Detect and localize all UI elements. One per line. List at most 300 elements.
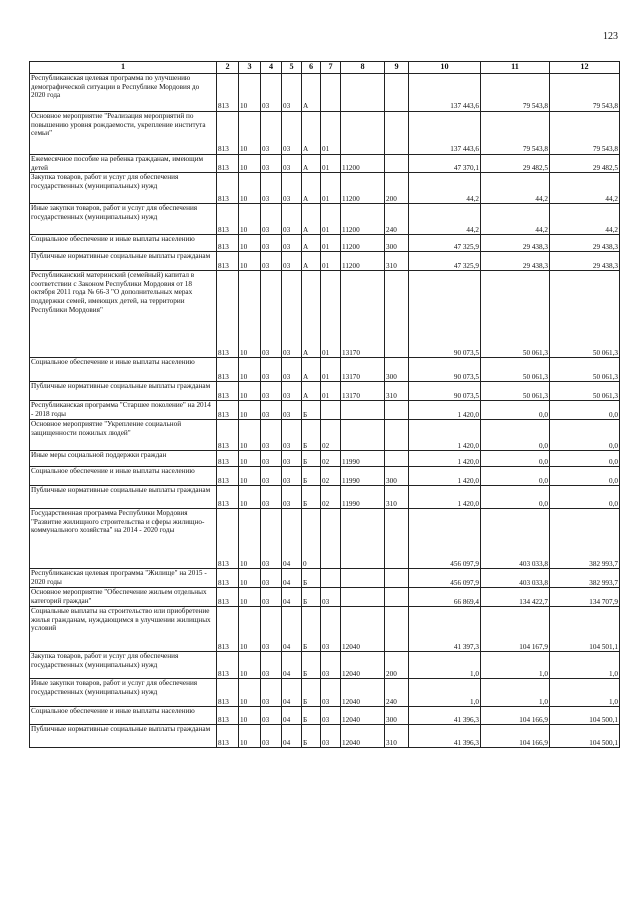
expense-type-code xyxy=(385,271,409,358)
section-code: 10 xyxy=(239,679,261,707)
table-body xyxy=(30,74,620,748)
chief-admin-code: 813 xyxy=(217,112,239,155)
chief-admin-code: 813 xyxy=(217,420,239,451)
table-row xyxy=(30,112,620,155)
program-code: 04 xyxy=(282,652,302,679)
subprogram-code: А xyxy=(302,235,321,252)
column-header: 9 xyxy=(385,62,409,74)
row-name: Основное мероприятие "Укрепление социальной защищенности пожилых людей" xyxy=(30,420,217,451)
direction-code xyxy=(341,588,385,607)
subsection-code: 03 xyxy=(261,451,282,467)
direction-code xyxy=(341,401,385,420)
program-code: 04 xyxy=(282,607,302,652)
program-code: 03 xyxy=(282,401,302,420)
event-code: 02 xyxy=(321,420,341,451)
subsection-code: 03 xyxy=(261,588,282,607)
row-name: Закупка товаров, работ и услуг для обеспечения государственных (муниципальных) нужд xyxy=(30,173,217,204)
event-code xyxy=(321,401,341,420)
row-name: Публичные нормативные социальные выплаты гражданам xyxy=(30,382,217,401)
row-name: Республиканская программа "Старшее поколение" на 2014 - 2018 годы xyxy=(30,401,217,420)
column-header: 10 xyxy=(409,62,481,74)
section-code: 10 xyxy=(239,509,261,569)
table-row xyxy=(30,252,620,271)
amount-col10: 1 420,0 xyxy=(409,486,481,509)
program-code: 04 xyxy=(282,679,302,707)
table-row xyxy=(30,235,620,252)
chief-admin-code: 813 xyxy=(217,382,239,401)
table-row xyxy=(30,382,620,401)
amount-col11: 0,0 xyxy=(481,420,550,451)
amount-col11: 50 061,3 xyxy=(481,271,550,358)
section-code: 10 xyxy=(239,271,261,358)
amount-col12: 44,2 xyxy=(550,204,620,235)
expense-type-code xyxy=(385,112,409,155)
event-code: 01 xyxy=(321,235,341,252)
amount-col12: 134 707,9 xyxy=(550,588,620,607)
direction-code: 11200 xyxy=(341,252,385,271)
header-row xyxy=(30,62,620,74)
row-name: Социальное обеспечение и иные выплаты населению xyxy=(30,235,217,252)
amount-col12: 104 501,1 xyxy=(550,607,620,652)
chief-admin-code: 813 xyxy=(217,204,239,235)
expense-type-code xyxy=(385,451,409,467)
program-code: 04 xyxy=(282,509,302,569)
direction-code xyxy=(341,509,385,569)
row-name: Закупка товаров, работ и услуг для обеспечения государственных (муниципальных) нужд xyxy=(30,652,217,679)
section-code: 10 xyxy=(239,451,261,467)
expense-type-code: 240 xyxy=(385,204,409,235)
program-code: 03 xyxy=(282,467,302,486)
amount-col12: 50 061,3 xyxy=(550,382,620,401)
table-row xyxy=(30,271,620,358)
column-header: 4 xyxy=(261,62,282,74)
direction-code xyxy=(341,420,385,451)
table-row xyxy=(30,467,620,486)
subsection-code: 03 xyxy=(261,112,282,155)
amount-col12: 104 500,1 xyxy=(550,725,620,748)
amount-col10: 47 325,9 xyxy=(409,252,481,271)
amount-col10: 90 073,5 xyxy=(409,271,481,358)
event-code: 03 xyxy=(321,652,341,679)
amount-col11: 0,0 xyxy=(481,486,550,509)
direction-code: 12040 xyxy=(341,707,385,725)
program-code: 03 xyxy=(282,155,302,173)
subsection-code: 03 xyxy=(261,707,282,725)
section-code: 10 xyxy=(239,607,261,652)
program-code: 03 xyxy=(282,271,302,358)
amount-col10: 137 443,6 xyxy=(409,74,481,112)
subprogram-code: Б xyxy=(302,401,321,420)
amount-col11: 134 422,7 xyxy=(481,588,550,607)
subprogram-code: Б xyxy=(302,725,321,748)
amount-col12: 0,0 xyxy=(550,401,620,420)
subsection-code: 03 xyxy=(261,173,282,204)
table-row xyxy=(30,679,620,707)
program-code: 04 xyxy=(282,569,302,588)
column-header: 2 xyxy=(217,62,239,74)
event-code: 01 xyxy=(321,204,341,235)
direction-code: 11200 xyxy=(341,235,385,252)
subprogram-code: А xyxy=(302,382,321,401)
amount-col11: 0,0 xyxy=(481,401,550,420)
subprogram-code: А xyxy=(302,112,321,155)
chief-admin-code: 813 xyxy=(217,509,239,569)
table-row xyxy=(30,401,620,420)
amount-col11: 50 061,3 xyxy=(481,358,550,382)
expense-type-code xyxy=(385,607,409,652)
subprogram-code: А xyxy=(302,155,321,173)
column-header: 7 xyxy=(321,62,341,74)
amount-col10: 90 073,5 xyxy=(409,358,481,382)
row-name: Публичные нормативные социальные выплаты гражданам xyxy=(30,252,217,271)
amount-col10: 44,2 xyxy=(409,204,481,235)
chief-admin-code: 813 xyxy=(217,235,239,252)
event-code: 01 xyxy=(321,252,341,271)
direction-code: 13170 xyxy=(341,382,385,401)
amount-col10: 456 097,9 xyxy=(409,509,481,569)
section-code: 10 xyxy=(239,588,261,607)
chief-admin-code: 813 xyxy=(217,652,239,679)
chief-admin-code: 813 xyxy=(217,252,239,271)
subprogram-code: Б xyxy=(302,486,321,509)
direction-code: 12040 xyxy=(341,679,385,707)
program-code: 03 xyxy=(282,486,302,509)
subprogram-code: Б xyxy=(302,679,321,707)
amount-col10: 1,0 xyxy=(409,679,481,707)
subsection-code: 03 xyxy=(261,155,282,173)
amount-col12: 104 500,1 xyxy=(550,707,620,725)
expense-type-code xyxy=(385,420,409,451)
event-code: 01 xyxy=(321,271,341,358)
direction-code: 12040 xyxy=(341,652,385,679)
amount-col10: 44,2 xyxy=(409,173,481,204)
program-code: 03 xyxy=(282,112,302,155)
page-number: 123 xyxy=(603,31,618,42)
subsection-code: 03 xyxy=(261,235,282,252)
table-row xyxy=(30,204,620,235)
chief-admin-code: 813 xyxy=(217,707,239,725)
section-code: 10 xyxy=(239,235,261,252)
amount-col10: 1,0 xyxy=(409,652,481,679)
expense-type-code xyxy=(385,509,409,569)
program-code: 03 xyxy=(282,451,302,467)
subsection-code: 03 xyxy=(261,486,282,509)
direction-code: 11990 xyxy=(341,451,385,467)
row-name: Социальное обеспечение и иные выплаты населению xyxy=(30,358,217,382)
amount-col11: 44,2 xyxy=(481,173,550,204)
row-name: Республиканская целевая программа "Жилище" на 2015 - 2020 годы xyxy=(30,569,217,588)
row-name: Ежемесячное пособие на ребенка гражданам, имеющим детей xyxy=(30,155,217,173)
amount-col11: 0,0 xyxy=(481,467,550,486)
table-row xyxy=(30,486,620,509)
column-header: 12 xyxy=(550,62,620,74)
column-header: 1 xyxy=(30,62,217,74)
program-code: 03 xyxy=(282,252,302,271)
amount-col11: 29 438,3 xyxy=(481,252,550,271)
amount-col12: 29 438,3 xyxy=(550,235,620,252)
table-row xyxy=(30,173,620,204)
row-name: Государственная программа Республики Мордовия "Развитие жилищного строительства и сферы жилищно-коммунального хозяйства" на 2014 - 2020 годы xyxy=(30,509,217,569)
row-name: Публичные нормативные социальные выплаты гражданам xyxy=(30,486,217,509)
subprogram-code: Б xyxy=(302,652,321,679)
table-row xyxy=(30,588,620,607)
expense-type-code: 240 xyxy=(385,679,409,707)
amount-col10: 1 420,0 xyxy=(409,420,481,451)
subprogram-code: Б xyxy=(302,467,321,486)
section-code: 10 xyxy=(239,204,261,235)
amount-col11: 29 482,5 xyxy=(481,155,550,173)
amount-col10: 90 073,5 xyxy=(409,382,481,401)
program-code: 04 xyxy=(282,588,302,607)
amount-col10: 41 396,3 xyxy=(409,707,481,725)
subprogram-code: Б xyxy=(302,569,321,588)
subsection-code: 03 xyxy=(261,74,282,112)
amount-col11: 50 061,3 xyxy=(481,382,550,401)
expense-type-code xyxy=(385,155,409,173)
chief-admin-code: 813 xyxy=(217,569,239,588)
table-row xyxy=(30,155,620,173)
direction-code xyxy=(341,74,385,112)
subprogram-code: А xyxy=(302,252,321,271)
chief-admin-code: 813 xyxy=(217,74,239,112)
amount-col10: 41 396,3 xyxy=(409,725,481,748)
amount-col12: 44,2 xyxy=(550,173,620,204)
event-code: 01 xyxy=(321,112,341,155)
direction-code xyxy=(341,569,385,588)
amount-col10: 1 420,0 xyxy=(409,467,481,486)
subsection-code: 03 xyxy=(261,252,282,271)
amount-col11: 44,2 xyxy=(481,204,550,235)
amount-col11: 1,0 xyxy=(481,679,550,707)
expense-type-code: 310 xyxy=(385,252,409,271)
section-code: 10 xyxy=(239,173,261,204)
expense-type-code xyxy=(385,588,409,607)
amount-col11: 104 167,9 xyxy=(481,607,550,652)
subsection-code: 03 xyxy=(261,401,282,420)
program-code: 03 xyxy=(282,382,302,401)
event-code: 02 xyxy=(321,486,341,509)
direction-code: 12040 xyxy=(341,607,385,652)
event-code: 03 xyxy=(321,588,341,607)
program-code: 04 xyxy=(282,707,302,725)
amount-col11: 104 166,9 xyxy=(481,707,550,725)
row-name: Иные меры социальной поддержки граждан xyxy=(30,451,217,467)
chief-admin-code: 813 xyxy=(217,173,239,204)
row-name: Социальное обеспечение и иные выплаты населению xyxy=(30,707,217,725)
amount-col12: 0,0 xyxy=(550,420,620,451)
subsection-code: 03 xyxy=(261,420,282,451)
direction-code: 13170 xyxy=(341,358,385,382)
event-code: 03 xyxy=(321,679,341,707)
direction-code: 13170 xyxy=(341,271,385,358)
expense-type-code: 310 xyxy=(385,725,409,748)
column-header: 5 xyxy=(282,62,302,74)
program-code: 03 xyxy=(282,74,302,112)
section-code: 10 xyxy=(239,725,261,748)
subprogram-code: Б xyxy=(302,707,321,725)
program-code: 04 xyxy=(282,725,302,748)
chief-admin-code: 813 xyxy=(217,358,239,382)
program-code: 03 xyxy=(282,173,302,204)
amount-col11: 0,0 xyxy=(481,451,550,467)
expense-type-code: 200 xyxy=(385,652,409,679)
subsection-code: 03 xyxy=(261,652,282,679)
row-name: Республиканский материнский (семейный) капитал в соответствии с Законом Республики Мордовия от 18 октября 2011 года № 66-З "О дополнительных мерах поддержки семей, имеющих детей, на территории Республики Мордовия" xyxy=(30,271,217,358)
row-name: Иные закупки товаров, работ и услуг для обеспечения государственных (муниципальных) нужд xyxy=(30,204,217,235)
expense-type-code: 300 xyxy=(385,235,409,252)
expense-type-code xyxy=(385,74,409,112)
event-code: 01 xyxy=(321,173,341,204)
event-code: 02 xyxy=(321,451,341,467)
expense-type-code xyxy=(385,569,409,588)
event-code xyxy=(321,509,341,569)
expense-type-code: 300 xyxy=(385,358,409,382)
event-code xyxy=(321,569,341,588)
amount-col10: 47 370,1 xyxy=(409,155,481,173)
chief-admin-code: 813 xyxy=(217,401,239,420)
chief-admin-code: 813 xyxy=(217,588,239,607)
column-header: 11 xyxy=(481,62,550,74)
section-code: 10 xyxy=(239,112,261,155)
amount-col10: 47 325,9 xyxy=(409,235,481,252)
section-code: 10 xyxy=(239,652,261,679)
row-name: Социальное обеспечение и иные выплаты населению xyxy=(30,467,217,486)
direction-code: 11200 xyxy=(341,204,385,235)
direction-code: 11200 xyxy=(341,155,385,173)
row-name: Основное мероприятие "Обеспечение жильем отдельных категорий граждан" xyxy=(30,588,217,607)
direction-code: 11990 xyxy=(341,467,385,486)
subsection-code: 03 xyxy=(261,467,282,486)
expense-type-code: 200 xyxy=(385,173,409,204)
amount-col12: 50 061,3 xyxy=(550,358,620,382)
chief-admin-code: 813 xyxy=(217,679,239,707)
amount-col12: 79 543,8 xyxy=(550,74,620,112)
subprogram-code: 0 xyxy=(302,509,321,569)
row-name: Социальные выплаты на строительство или приобретение жилья гражданам, нуждающимся в улучшении жилищных условий xyxy=(30,607,217,652)
amount-col10: 456 097,9 xyxy=(409,569,481,588)
amount-col12: 0,0 xyxy=(550,451,620,467)
amount-col11: 79 543,8 xyxy=(481,74,550,112)
subprogram-code: А xyxy=(302,204,321,235)
section-code: 10 xyxy=(239,401,261,420)
column-header: 6 xyxy=(302,62,321,74)
row-name: Республиканская целевая программа по улучшению демографической ситуации в Республике Мордовия до 2020 года xyxy=(30,74,217,112)
direction-code xyxy=(341,112,385,155)
event-code: 03 xyxy=(321,607,341,652)
direction-code: 12040 xyxy=(341,725,385,748)
subprogram-code: Б xyxy=(302,607,321,652)
subsection-code: 03 xyxy=(261,569,282,588)
amount-col10: 137 443,6 xyxy=(409,112,481,155)
amount-col12: 382 993,7 xyxy=(550,509,620,569)
section-code: 10 xyxy=(239,382,261,401)
event-code: 03 xyxy=(321,707,341,725)
subprogram-code: А xyxy=(302,271,321,358)
subsection-code: 03 xyxy=(261,725,282,748)
subprogram-code: Б xyxy=(302,451,321,467)
amount-col11: 79 543,8 xyxy=(481,112,550,155)
chief-admin-code: 813 xyxy=(217,271,239,358)
amount-col10: 1 420,0 xyxy=(409,451,481,467)
chief-admin-code: 813 xyxy=(217,451,239,467)
expense-type-code: 310 xyxy=(385,486,409,509)
section-code: 10 xyxy=(239,707,261,725)
section-code: 10 xyxy=(239,569,261,588)
row-name: Иные закупки товаров, работ и услуг для обеспечения государственных (муниципальных) нужд xyxy=(30,679,217,707)
subsection-code: 03 xyxy=(261,382,282,401)
table-row xyxy=(30,569,620,588)
chief-admin-code: 813 xyxy=(217,155,239,173)
direction-code: 11200 xyxy=(341,173,385,204)
subprogram-code: А xyxy=(302,74,321,112)
event-code: 03 xyxy=(321,725,341,748)
amount-col11: 104 166,9 xyxy=(481,725,550,748)
amount-col12: 0,0 xyxy=(550,467,620,486)
table-row xyxy=(30,358,620,382)
expense-type-code xyxy=(385,401,409,420)
program-code: 03 xyxy=(282,204,302,235)
amount-col12: 50 061,3 xyxy=(550,271,620,358)
subprogram-code: А xyxy=(302,173,321,204)
table-row xyxy=(30,509,620,569)
amount-col12: 79 543,8 xyxy=(550,112,620,155)
subsection-code: 03 xyxy=(261,358,282,382)
amount-col12: 382 993,7 xyxy=(550,569,620,588)
section-code: 10 xyxy=(239,358,261,382)
section-code: 10 xyxy=(239,420,261,451)
section-code: 10 xyxy=(239,252,261,271)
amount-col11: 403 033,8 xyxy=(481,509,550,569)
event-code xyxy=(321,74,341,112)
event-code: 01 xyxy=(321,382,341,401)
table-row xyxy=(30,652,620,679)
row-name: Основное мероприятие "Реализация мероприятий по повышению уровня рождаемости, укрепление института семьи" xyxy=(30,112,217,155)
table-row xyxy=(30,451,620,467)
row-name: Публичные нормативные социальные выплаты гражданам xyxy=(30,725,217,748)
amount-col12: 1,0 xyxy=(550,679,620,707)
amount-col10: 41 397,3 xyxy=(409,607,481,652)
chief-admin-code: 813 xyxy=(217,486,239,509)
subsection-code: 03 xyxy=(261,271,282,358)
amount-col12: 29 438,3 xyxy=(550,252,620,271)
table-row xyxy=(30,420,620,451)
amount-col12: 0,0 xyxy=(550,486,620,509)
amount-col12: 1,0 xyxy=(550,652,620,679)
table-row xyxy=(30,607,620,652)
section-code: 10 xyxy=(239,74,261,112)
event-code: 02 xyxy=(321,467,341,486)
expense-type-code: 310 xyxy=(385,382,409,401)
amount-col11: 29 438,3 xyxy=(481,235,550,252)
budget-table xyxy=(29,61,620,748)
event-code: 01 xyxy=(321,358,341,382)
table-row xyxy=(30,74,620,112)
subsection-code: 03 xyxy=(261,204,282,235)
event-code: 01 xyxy=(321,155,341,173)
subsection-code: 03 xyxy=(261,509,282,569)
chief-admin-code: 813 xyxy=(217,467,239,486)
section-code: 10 xyxy=(239,155,261,173)
table-row xyxy=(30,725,620,748)
column-header: 8 xyxy=(341,62,385,74)
chief-admin-code: 813 xyxy=(217,607,239,652)
expense-type-code: 300 xyxy=(385,707,409,725)
subprogram-code: Б xyxy=(302,588,321,607)
program-code: 03 xyxy=(282,358,302,382)
amount-col10: 66 869,4 xyxy=(409,588,481,607)
amount-col10: 1 420,0 xyxy=(409,401,481,420)
section-code: 10 xyxy=(239,486,261,509)
